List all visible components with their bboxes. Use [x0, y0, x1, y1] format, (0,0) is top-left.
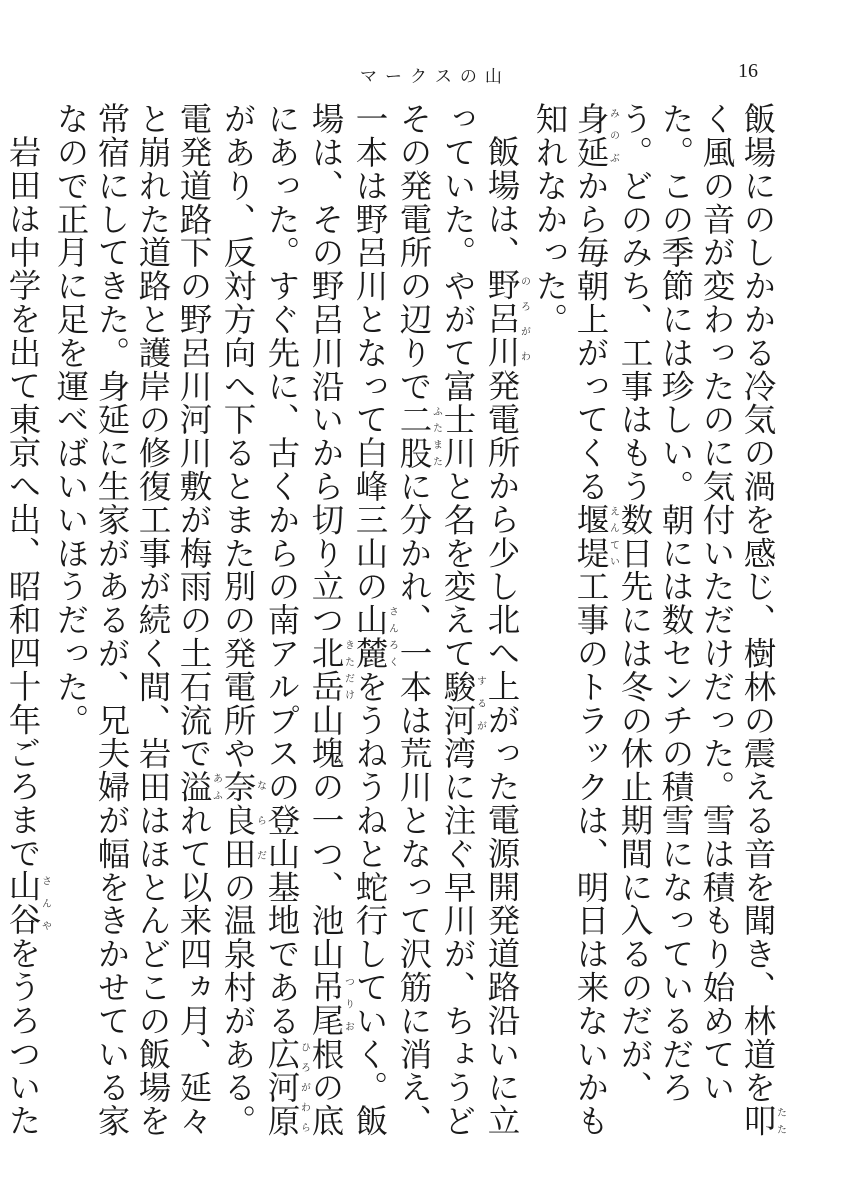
text-run: 根の底にあった。すぐ先に、古くからの南アルプスの登山基地である — [263, 102, 345, 1138]
text-run: 飯場にのしかかる冷気の渦を感じ、樹林の震える音を聞き、林道を — [739, 102, 777, 1104]
ruby-word: 吊尾つりお — [307, 970, 354, 1038]
text-run: 湾に注ぐ早川が、ちょうどその発電所の辺りで — [395, 102, 477, 1138]
ruby-word: 身延みのぶ — [572, 102, 619, 169]
ruby-word: 堰堤えんてい — [572, 502, 619, 570]
paragraph-1 — [529, 102, 785, 1162]
running-title: マークスの山 — [360, 67, 510, 87]
text-run: から毎朝上がってくる — [572, 168, 610, 503]
text-run: 山塊の一つ、池山 — [307, 703, 345, 971]
page-number: 16 — [738, 60, 758, 82]
text-run: 岩田は中学を出て東京へ出、昭和四十年ごろまで — [4, 134, 42, 870]
ruby-word: 叩たた — [739, 1104, 786, 1138]
ruby-word: 野呂川のろがわ — [483, 268, 530, 369]
ruby-word: 山麓さんろく — [351, 603, 398, 670]
text-run: 工事のトラックは、明日は来ないかも知れなかった。 — [531, 102, 610, 1138]
text-run: 発電所から少し北へ上がった電源開発道路沿いに立っていた。やがて富士川と名を変えて — [439, 102, 521, 1137]
body-text — [4, 102, 786, 1162]
text-run: の温泉村がある。電発道路下の野呂川河川敷が梅雨の土石流で — [175, 102, 257, 1138]
ruby-word: 山谷さんや — [4, 869, 51, 937]
text-run: れて以来四ヵ月、延々と崩れた道路と護岸の修復工事が続く間、岩田はほとんどこの飯場を常宿にしてきた。身延に生家があるが、兄夫婦が幅をきかせている家なので正月に足を運べばいいほうだった。 — [52, 102, 213, 1138]
ruby-word: 奈良田ならだ — [219, 770, 266, 871]
text-run: をうねうねと蛇行していく。飯場は、その野呂川沿いから切り立つ — [307, 102, 389, 1138]
text-run: 飯場は、 — [483, 134, 521, 269]
ruby-word: 溢あふ — [175, 770, 222, 804]
ruby-word: 広河原ひろがわら — [263, 1037, 310, 1138]
paragraph-2 — [50, 102, 529, 1162]
text-run: に分かれ、一本は荒川となって沢筋に消え、一本は野呂川となって白峰三山の — [351, 102, 433, 1138]
text-run: く風の音が変わったのに気付いただけだった。雪は積もり始めていた。この季節には珍しい。朝には数センチの積雪になっているだろう。どのみち、工事はもう数日先には冬の休止期間に入るのだが、 — [616, 102, 736, 1104]
paragraph-3 — [0, 102, 50, 1162]
ruby-word: 駿河するが — [439, 669, 486, 737]
text-run: があり、反対方向へ下るとまた別の発電所や — [219, 102, 257, 770]
text-run: をうろついた — [4, 936, 42, 1137]
ruby-word: 二股ふたまた — [395, 402, 442, 470]
ruby-word: 北岳きただけ — [307, 636, 354, 704]
